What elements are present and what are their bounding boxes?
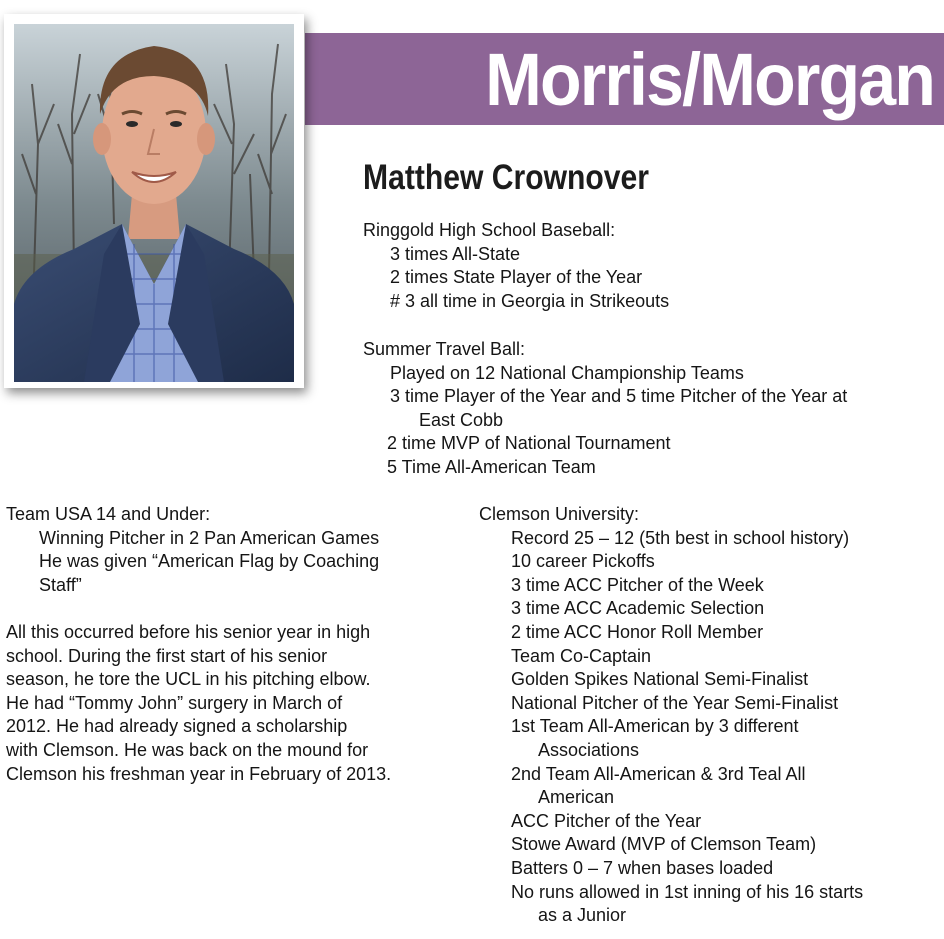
clemson-section: [479, 503, 863, 928]
clemson-heading: Clemson University:: [479, 504, 640, 524]
team-usa-section: [6, 503, 379, 597]
profile-photo: [14, 24, 294, 382]
travel-ball-heading: Summer Travel Ball:: [363, 339, 526, 359]
page-title: Morris/Morgan: [485, 37, 934, 121]
travel-ball-item: Played on 12 National Championship Teams: [390, 362, 744, 383]
clemson-item-continued: as a Junior: [538, 905, 627, 926]
summary-line: 2012. He had already signed a scholarship: [6, 716, 348, 737]
high-school-item: # 3 all time in Georgia in Strikeouts: [390, 290, 670, 311]
team-usa-item: Winning Pitcher in 2 Pan American Games: [39, 527, 380, 548]
summary-line: Clemson his freshman year in February of 2013.: [6, 763, 392, 784]
team-usa-item-continued: Staff”: [39, 574, 82, 595]
clemson-item-continued: Associations: [538, 739, 640, 760]
team-usa-heading: Team USA 14 and Under:: [6, 504, 211, 524]
travel-ball-item: 5 Time All-American Team: [387, 456, 596, 477]
clemson-item: 10 career Pickoffs: [511, 551, 655, 572]
clemson-item: No runs allowed in 1st inning of his 16 starts: [511, 881, 864, 902]
clemson-item: Stowe Award (MVP of Clemson Team): [511, 834, 817, 855]
clemson-item: 3 time ACC Academic Selection: [511, 598, 765, 619]
player-name: Matthew Crownover: [363, 158, 649, 197]
high-school-heading: Ringgold High School Baseball:: [363, 220, 616, 240]
travel-ball-item: 3 time Player of the Year and 5 time Pitcher of the Year at: [390, 386, 848, 407]
clemson-item: Golden Spikes National Semi-Finalist: [511, 669, 809, 690]
summary-line: He had “Tommy John” surgery in March of: [6, 692, 343, 713]
clemson-item: 3 time ACC Pitcher of the Week: [511, 574, 764, 595]
summary-line: All this occurred before his senior year in high: [6, 622, 371, 642]
high-school-section: [363, 219, 669, 313]
team-usa-item: He was given “American Flag by Coaching: [39, 551, 380, 572]
title-banner: [305, 33, 944, 125]
clemson-item: 2 time ACC Honor Roll Member: [511, 621, 764, 642]
portrait-illustration: [14, 24, 294, 382]
summary-line: season, he tore the UCL in his pitching elbow.: [6, 669, 371, 690]
clemson-item: 1st Team All-American by 3 different: [511, 716, 799, 737]
clemson-item: National Pitcher of the Year Semi-Finalist: [511, 692, 839, 713]
clemson-item-continued: American: [538, 787, 615, 808]
clemson-item: 2nd Team All-American & 3rd Teal All: [511, 763, 806, 784]
travel-ball-item: 2 time MVP of National Tournament: [387, 433, 671, 454]
clemson-item: Batters 0 – 7 when bases loaded: [511, 857, 774, 878]
photo-frame: [4, 14, 304, 388]
high-school-item: 3 times All-State: [390, 243, 521, 264]
clemson-item: ACC Pitcher of the Year: [511, 810, 702, 831]
summary-line: with Clemson. He was back on the mound for: [6, 739, 369, 760]
summary-line: school. During the first start of his senior: [6, 645, 328, 666]
travel-ball-section: [363, 338, 847, 480]
high-school-item: 2 times State Player of the Year: [390, 267, 643, 288]
travel-ball-item-continued: East Cobb: [419, 409, 504, 430]
clemson-item: Record 25 – 12 (5th best in school history): [511, 527, 850, 548]
clemson-item: Team Co-Captain: [511, 645, 652, 666]
summary-paragraph: [6, 621, 391, 786]
